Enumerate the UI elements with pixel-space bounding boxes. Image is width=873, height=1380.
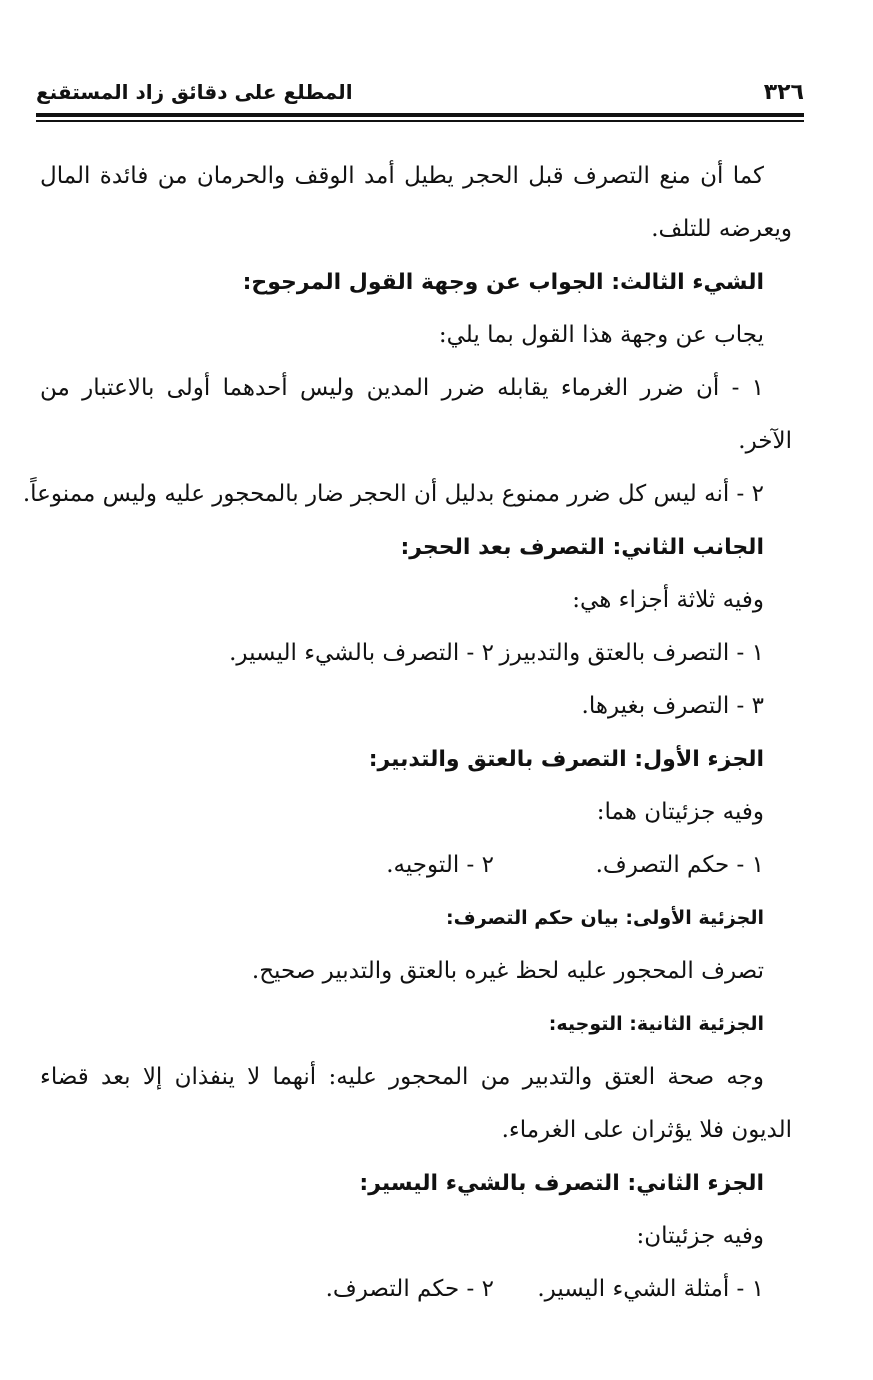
list-item: ١ - أمثلة الشيء اليسير. <box>537 1276 764 1302</box>
paragraph-line: وفيه ثلاثة أجزاء هي: <box>572 587 764 613</box>
paragraph-line: وجه صحة العتق والتدبير من المحجور عليه: أنهما لا ينفذان إلا بعد قضاء <box>40 1064 764 1090</box>
list-item: ٢ - حكم التصرف. <box>325 1276 494 1302</box>
header-rule-thin <box>36 120 804 122</box>
list-item: ١ - أن ضرر الغرماء يقابله ضرر المدين وليس أحدهما أولى بالاعتبار من <box>40 375 764 401</box>
list-item: ٢ - التصرف بالشيء اليسير. <box>229 640 494 666</box>
two-column-list <box>40 839 764 892</box>
paragraph-line: يجاب عن وجهة هذا القول بما يلي: <box>438 322 764 348</box>
list-item: ٢ - التوجيه. <box>386 852 494 878</box>
section-heading: الجزء الثاني: التصرف بالشيء اليسير: <box>359 1171 764 1196</box>
subsection-heading: الجزئية الأولى: بيان حكم التصرف: <box>446 907 764 929</box>
page-number: ٣٢٦ <box>763 80 804 105</box>
paragraph-line: ويعرضه للتلف. <box>651 216 792 242</box>
two-column-list <box>40 627 764 680</box>
paragraph-line: تصرف المحجور عليه لحظ غيره بالعتق والتدبير صحيح. <box>251 958 764 984</box>
header-rule-thick <box>36 113 804 117</box>
paragraph-line: الآخر. <box>738 428 792 454</box>
paragraph-line: وفيه جزئيتان: <box>636 1223 764 1249</box>
paragraph-line: الديون فلا يؤثران على الغرماء. <box>501 1117 792 1143</box>
two-column-list <box>40 1263 764 1316</box>
book-title: المطلع على دقائق زاد المستقنع <box>36 80 353 104</box>
page-header <box>36 80 804 110</box>
section-heading: الجزء الأول: التصرف بالعتق والتدبير: <box>368 747 764 772</box>
list-item: ٣ - التصرف بغيرها. <box>581 693 764 719</box>
list-item: ٢ - أنه ليس كل ضرر ممنوع بدليل أن الحجر ضار بالمحجور عليه وليس ممنوعاً. <box>22 481 764 507</box>
paragraph-line: وفيه جزئيتان هما: <box>596 799 764 825</box>
section-heading: الشيء الثالث: الجواب عن وجهة القول المرجوح: <box>242 270 764 295</box>
page-body <box>22 150 792 1316</box>
list-item: ١ - التصرف بالعتق والتدبيرز <box>499 640 764 666</box>
subsection-heading: الجزئية الثانية: التوجيه: <box>548 1013 764 1035</box>
list-item: ١ - حكم التصرف. <box>595 852 764 878</box>
paragraph-line: كما أن منع التصرف قبل الحجر يطيل أمد الوقف والحرمان من فائدة المال <box>40 163 764 189</box>
section-heading: الجانب الثاني: التصرف بعد الحجر: <box>400 535 764 560</box>
